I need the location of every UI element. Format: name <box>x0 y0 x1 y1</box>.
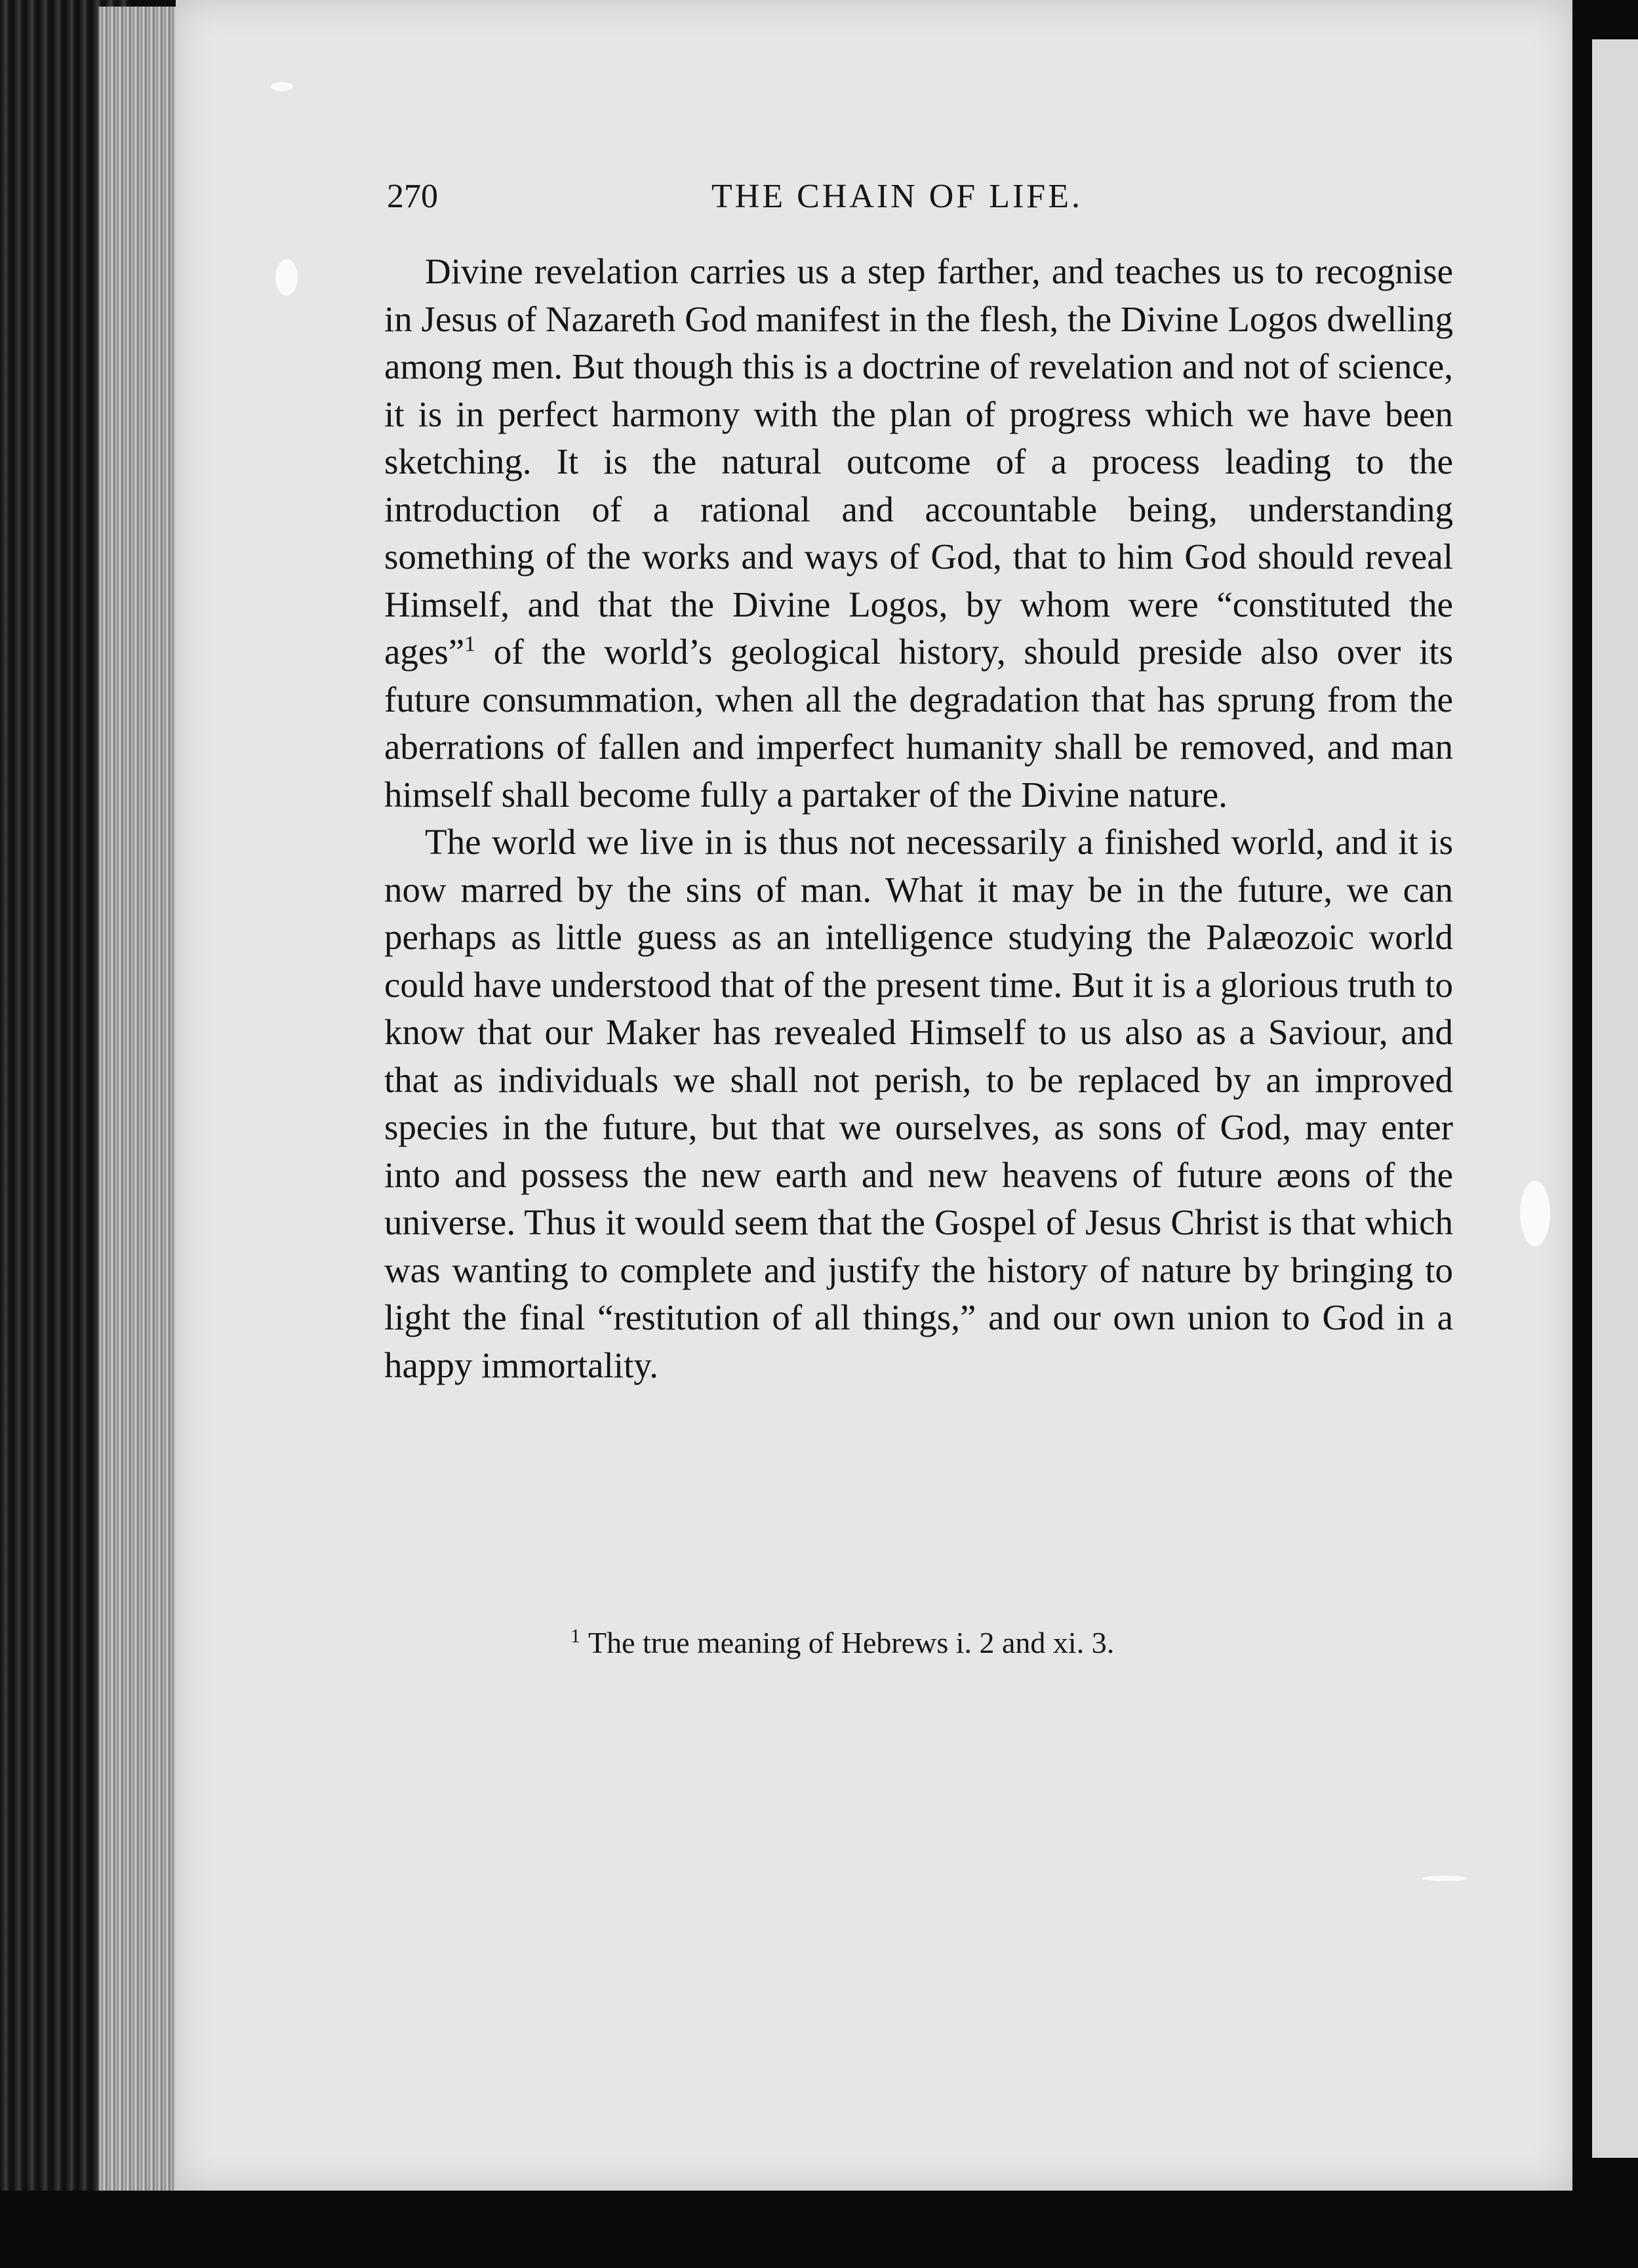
paragraph-2: The world we live in is thus not necessarily a finished world, and it is now marred by the sins of man. What it may be in the future, we can perhaps as little guess as an intelligence studying the Palæozoic world could have understood that of the present time. But it is a glorious truth to know that our Maker has revealed Himself to us also as a Saviour, and that as individuals we shall not perish, to be replaced by an improved species in the future, but that we ourselves, as sons of God, may enter into and possess the new earth and new heavens of future æons of the universe. Thus it would seem that the Gospel of Jesus Christ is that which was wanting to complete and justify the history of nature by bringing to light the final “restitution of all things,” and our own union to God in a happy immortality. <box>384 822 1453 1385</box>
page-edge-stack <box>98 7 177 2191</box>
bottom-dark-edge <box>0 2191 1638 2268</box>
footnote-text: The true meaning of Hebrews i. 2 and xi. 3. <box>588 1626 1115 1659</box>
paper-speck <box>1422 1876 1468 1881</box>
paper-speck <box>275 259 298 296</box>
paragraph-1-text-b: of the world’s geological history, should preside also over its future consummation, when all the degradation that has sprung from the aberrations of fallen and imperfect humanity shall be removed, and man himself shall become fully a partaker of the Divine nature. <box>384 632 1453 815</box>
running-head: THE CHAIN OF LIFE. <box>711 178 1083 215</box>
page-header <box>387 172 1456 224</box>
paper-speck <box>1520 1181 1550 1246</box>
footnote <box>570 1623 1423 1663</box>
paper-speck <box>271 82 293 91</box>
footnote-number: 1 <box>570 1625 580 1647</box>
next-page-sliver <box>1592 39 1638 2158</box>
body-text <box>384 248 1453 1389</box>
paragraph-1-text-a: Divine revelation carries us a step farther, and teaches us to recognise in Jesus of Nazareth God manifest in the flesh, the Divine Logos dwelling among men. But though this is a doctrine of revelation and not of science, it is in perfect harmony with the plan of progress which we have been sketching. It is the natural outcome of a process leading to the introduction of a rational and accountable being, understanding something of the works and ways of God, that to him God should reveal Himself, and that the Divine Logos, by whom were “constituted the ages” <box>384 251 1453 672</box>
footnote-marker: 1 <box>464 632 476 657</box>
page-number: 270 <box>387 178 438 215</box>
paragraph-1 <box>384 248 1453 819</box>
